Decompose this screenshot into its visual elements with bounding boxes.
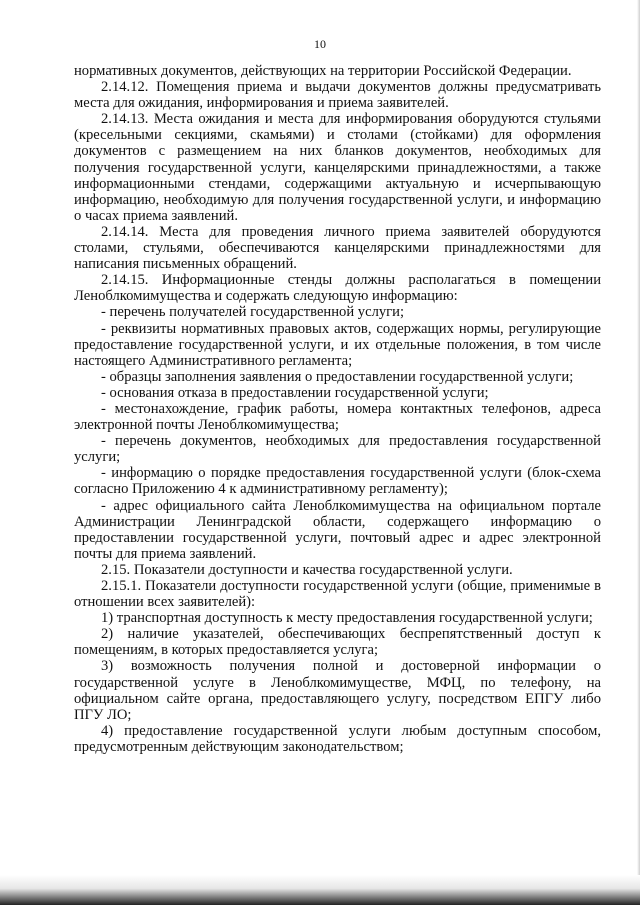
numbered-item-4: 4) предоставление государственной услуги любым доступным способом, предусмотренным действующим законодательством;: [74, 722, 601, 755]
numbered-item-1: 1) транспортная доступность к месту предоставления государственной услуги;: [101, 610, 593, 627]
numbered-item-2: 2) наличие указателей, обеспечивающих беспрепятственный доступ к помещениям, в которых предоставляется услуга;: [74, 626, 601, 659]
list-item-website: - адрес официального сайта Леноблкомимущества на официальном портале Администрации Ленинградской области, содержащего информацию о предоставлении государственной услуги, почтовый адрес и адрес электронной почты для приема заявлений.: [74, 497, 601, 562]
scan-edge-bottom: [0, 875, 640, 905]
page-number: 10: [314, 37, 326, 51]
paragraph-2-14-13: 2.14.13. Места ожидания и места для информирования оборудуются стульями (кресельными секциями, скамьями) и столами (стойками) для оформления документов с размещением на них бланков документов, необходимых для получения государственной услуги, канцелярскими принадлежностями, а также информационными стендами, содержащими актуальную и исчерпывающую информацию, необходимую для получения государственной услуги, и информацию о часах приема заявлений.: [74, 111, 601, 224]
list-item-contacts: - местонахождение, график работы, номера контактных телефонов, адреса электронной почты Леноблкомимущества;: [74, 400, 601, 434]
list-item-legal-acts: - реквизиты нормативных правовых актов, содержащих нормы, регулирующие предоставление государственной услуги, и их отдельные положения, в том числе настоящего Административного регламента;: [74, 320, 601, 369]
section-2-15-heading: 2.15. Показатели доступности и качества государственной услуги.: [101, 561, 513, 578]
paragraph-2-14-12: 2.14.12. Помещения приема и выдачи документов должны предусматривать места для ожидания, информирования и приема заявителей.: [74, 79, 601, 112]
list-item-required-documents: - перечень документов, необходимых для предоставления государственной услуги;: [74, 433, 601, 466]
list-item-recipients: - перечень получателей государственной услуги;: [101, 304, 405, 321]
paragraph-2-15-1: 2.15.1. Показатели доступности государственной услуги (общие, применимые в отношении всех заявителей):: [74, 578, 601, 611]
paragraph-2-14-15: 2.14.15. Информационные стенды должны располагаться в помещении Леноблкомимущества и содержать следующую информацию:: [74, 272, 601, 305]
list-item-procedure: - информацию о порядке предоставления государственной услуги (блок-схема согласно Приложению 4 к административному регламенту);: [74, 465, 601, 498]
list-item-refusal-grounds: - основания отказа в предоставлении государственной услуги;: [101, 384, 489, 401]
list-item-application-samples: - образцы заполнения заявления о предоставлении государственной услуги;: [101, 368, 574, 385]
paragraph-2-14-14: 2.14.14. Места для проведения личного приема заявителей оборудуются столами, стульями, обеспечиваются канцелярскими принадлежностями для написания письменных обращений.: [74, 223, 601, 273]
numbered-item-3: 3) возможность получения полной и достоверной информации о государственной услуге в Леноблкомимуществе, МФЦ, по телефону, на официальном сайте органа, предоставляющего услугу, посредством ЕПГУ либо ПГУ ЛО;: [74, 658, 601, 723]
document-body: [74, 63, 601, 755]
paragraph-continuation: нормативных документов, действующих на территории Российской Федерации.: [74, 63, 572, 79]
